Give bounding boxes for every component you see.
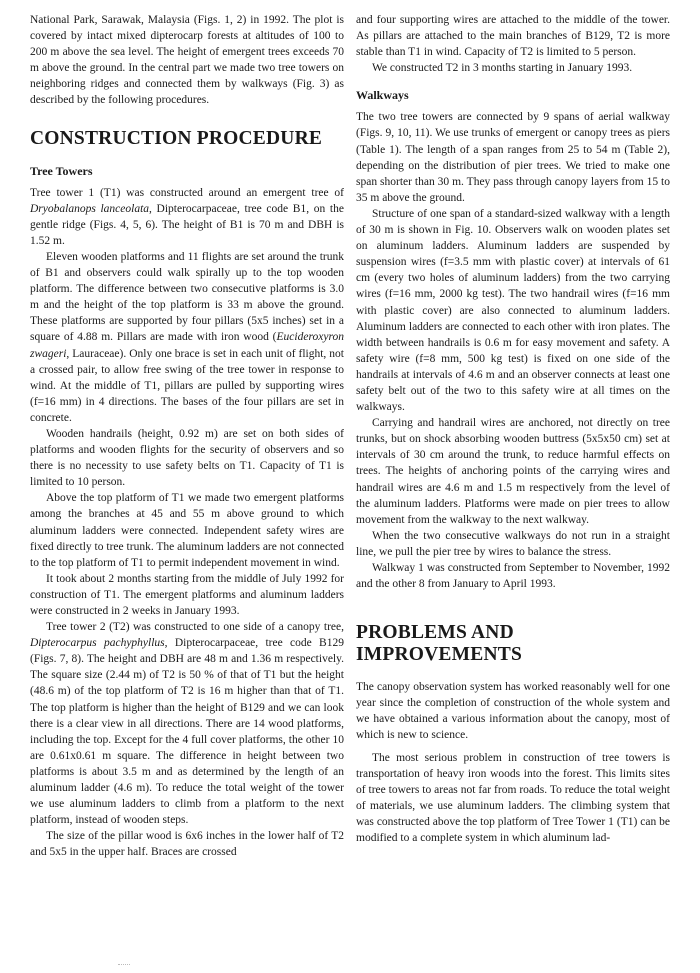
left-column (30, 12, 344, 861)
text-run: , Dipterocarpaceae, tree code B1, on the gentle ridge (Figs. 4, 5, 6). The height of B1 is 70 m and DBH is 1.52 m. (30, 202, 344, 247)
subheading-walkways: Walkways (356, 88, 409, 103)
section-heading-construction: CONSTRUCTION PROCEDURE (30, 127, 323, 149)
species-name: Dipterocarpus pachyphyllus (30, 637, 165, 650)
construction-time-paragraph: It took about 2 months starting from the middle of July 1992 for construction of T1. The emergent platforms and aluminum ladders were constructed in 2 weeks in January 1993. (30, 572, 344, 617)
pillar-size-paragraph: The size of the pillar wood is 6x6 inches in the lower half of T2 and 5x5 in the upper half. Braces are crossed (30, 830, 344, 859)
handrails-paragraph: Wooden handrails (height, 0.92 m) are set on both sides of platforms and wooden flights for the security of observers and so there is no necessity to use safety belts on T1. Capacity of T1 is limited to 10 person. (30, 427, 344, 489)
text-run: , Lauraceae). Only one brace is set in each unit of flight, not a crossed pair, to allow free swing of the tree tower in response to wind. At the middle of T1, pillars are pulled by supporting wires (f=16 mm) in 4 directions. The bases of the four pillars are set in concrete. (30, 347, 344, 424)
intro-paragraph: National Park, Sarawak, Malaysia (Figs. 1, 2) in 1992. The plot is covered by intact mixed dipterocarp forests at altitudes of 100 to 200 m above the sea level. The height of emergent trees exceeds 70 m above the ground. In the central part we made two tree towers on neighboring ridges and connected them by walkways (Fig. 3) as described by the following procedures. (30, 14, 344, 107)
text-run: Eleven wooden platforms and 11 flights are set around the trunk of B1 and observers could walk spirally up to the top wooden platform. The difference between two consecutive platforms is 3.0 m and the height of the top platform is 33 m above the ground. These platforms are supported by four pillars (5x5 inches) set in a square of 4.88 m. Pillars are made with iron wood ( (30, 250, 344, 344)
subheading-tree-towers: Tree Towers (30, 163, 93, 178)
species-name: Dryobalanops lanceolata (30, 202, 150, 215)
walkways-intro-paragraph: The two tree towers are connected by 9 spans of aerial walkway (Figs. 9, 10, 11). We use trunks of emergent or canopy trees as piers (Table 1). The length of a span ranges from 25 to 54 m (Table 2), depending on the distribution of pier trees. We tried to make one span shorter than 30 m. They pass through canopy layers from 15 to 35 m above the ground. (356, 111, 670, 204)
emergent-platforms-paragraph: Above the top platform of T1 we made two emergent platforms among the branches at 45 and 55 m above ground to which aluminum ladders were connected. Independent safety wires are fixed directly to tree trunk. The aluminum ladders are not connected to the top platform of T1 to permit independent movement in wind. (30, 492, 344, 569)
t2-construction-paragraph: We constructed T2 in 3 months starting in January 1993. (372, 62, 633, 75)
anchoring-paragraph: Carrying and handrail wires are anchored, not directly on tree trunks, but on shock absorbing wooden buttress (5x5x50 cm) set at intervals of 30 cm around the trunk, to reduce harmful effects on trees. The heights of anchoring points of the carrying wires and handrail wires are 4.6 m and 1.5 m respectively from the level of the aluminum ladders. Platforms were made on pier trees to allow movement from the walkway to the next walkway. (356, 417, 670, 526)
text-run: , Dipterocarpaceae, tree code B129 (Figs. 7, 8). The height and DBH are 48 m and 1.36 m respectively. The square size (2.44 m) of T2 is 50 % of that of T1 but the height (48.6 m) of the top platform of T2 is 16 m higher than that of T1. The top platform is higher than the height of B129 and we can look there is a clear view in all directions. There are 14 wood platforms, including the top. Except for the 4 full cover platforms, the other 10 are 0.61x0.61 m square. The difference in height between two platforms is about 3.5 m and as determined by the length of an aluminum ladder (4.6 m). To reduce the total weight of the tower we use aluminum ladders to climb from a platform to the next platform, instead of wooden steps. (30, 637, 344, 827)
pier-tree-paragraph: When the two consecutive walkways do not run in a straight line, we pull the pier tree by wires to balance the stress. (356, 529, 670, 558)
walkway-construction-paragraph: Walkway 1 was constructed from September to November, 1992 and the other 8 from January to April 1993. (356, 562, 670, 591)
transport-problem-paragraph: The most serious problem in construction of tree towers is transportation of heavy iron woods into the forest. This limits sites of tree towers to areas not far from roads. To reduce the total weight of materials, we use aluminum ladders. The climbing system that was constructed above the top platform of Tree Tower 1 (T1) can be modified to a complete system in which aluminum lad- (356, 751, 670, 845)
tree-tower-1-paragraph (30, 185, 344, 249)
text-run: Tree tower 1 (T1) was constructed around an emergent tree of (30, 186, 344, 199)
platforms-paragraph (30, 249, 344, 426)
species-name: Eucideroxyron zwageri (30, 331, 344, 360)
t2-wires-paragraph: and four supporting wires are attached to the middle of the tower. As pillars are attached to the main branches of B129, T2 is more stable than T1 in wind. Capacity of T2 is limited to 5 person. (356, 14, 670, 59)
section-heading-problems: PROBLEMS AND IMPROVEMENTS (356, 622, 522, 666)
tree-tower-2-paragraph (30, 619, 344, 828)
right-column (356, 12, 670, 846)
walkway-structure-paragraph: Structure of one span of a standard-sized walkway with a length of 30 m is shown in Fig. 10. Observers walk on wooden plates set on aluminum ladders. Aluminum ladders are suspended by suspension wires (f=3.5 mm with plastic cover) at intervals of 61 cm (every two holes of aluminum ladders) from the two carrying wires (f=16 mm, 2000 kg test). The two handrail wires (f=16 mm with plastic cover) are also connected to aluminum ladders. Aluminum ladders are connected to each other with iron plates. The width between handrails is 0.6 m for easy movement and safety. A safety wire (f=8 mm, 500 kg test) is fixed on one side of the handrails at intervals of 4.6 m and an observer connects at least one safety belt out of the two to this safety wire at all times on the walkways. (356, 207, 670, 414)
scan-artifact (118, 964, 130, 966)
system-performance-paragraph: The canopy observation system has worked reasonably well for one year since the completion of construction of the whole system and we have obtained a various information about the canopy, most of which is new to science. (356, 681, 670, 742)
text-run: Tree tower 2 (T2) was constructed to one side of a canopy tree, (46, 621, 344, 634)
